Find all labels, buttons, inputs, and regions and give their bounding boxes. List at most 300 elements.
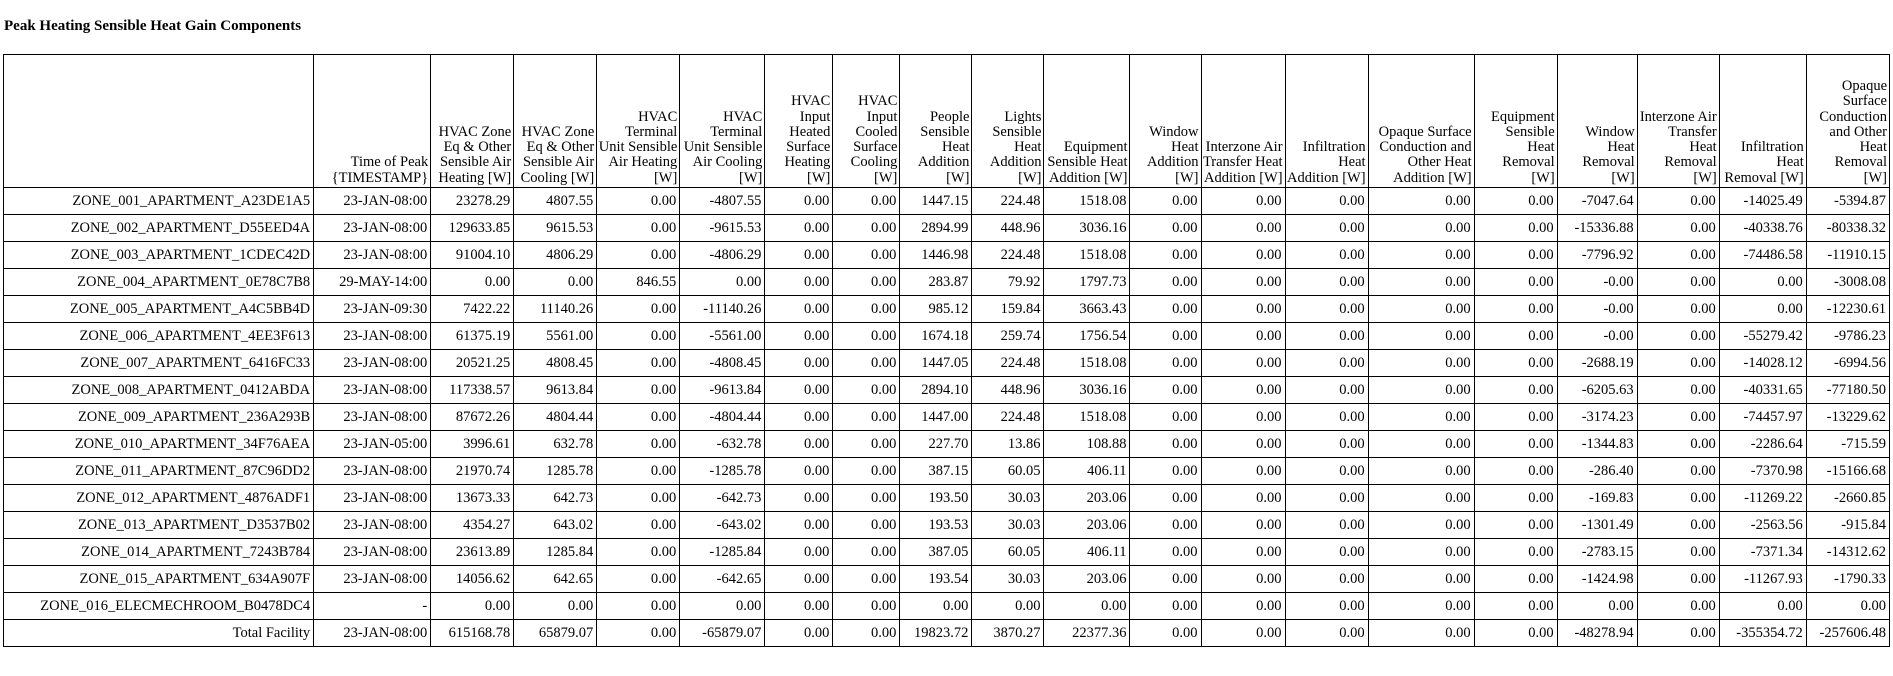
table-cell: 0.00: [1285, 377, 1368, 404]
table-cell: 23-JAN-09:30: [314, 296, 431, 323]
row-label: ZONE_010_APARTMENT_34F76AEA: [4, 431, 314, 458]
table-cell: 0.00: [1368, 215, 1474, 242]
table-cell: 0.00: [1201, 431, 1285, 458]
column-header: Window Heat Addition [W]: [1130, 55, 1201, 188]
table-cell: 23-JAN-08:00: [314, 485, 431, 512]
table-cell: 0.00: [1201, 620, 1285, 647]
table-cell: -915.84: [1806, 512, 1889, 539]
table-cell: 23-JAN-05:00: [314, 431, 431, 458]
table-cell: 0.00: [1368, 512, 1474, 539]
column-header: People Sensible Heat Addition [W]: [900, 55, 972, 188]
table-cell: -7047.64: [1557, 188, 1637, 215]
table-cell: 0.00: [1474, 458, 1557, 485]
table-cell: 3996.61: [431, 431, 514, 458]
table-cell: 23-JAN-08:00: [314, 512, 431, 539]
table-cell: 203.06: [1044, 485, 1130, 512]
table-cell: 0.00: [597, 458, 680, 485]
table-cell: 0.00: [1201, 242, 1285, 269]
row-label: ZONE_005_APARTMENT_A4C5BB4D: [4, 296, 314, 323]
table-cell: 387.15: [900, 458, 972, 485]
table-cell: -1790.33: [1806, 566, 1889, 593]
table-cell: -74457.97: [1719, 404, 1806, 431]
row-label: ZONE_003_APARTMENT_1CDEC42D: [4, 242, 314, 269]
table-cell: 0.00: [597, 512, 680, 539]
row-label: ZONE_013_APARTMENT_D3537B02: [4, 512, 314, 539]
table-cell: 0.00: [1130, 377, 1201, 404]
table-cell: 0.00: [1719, 269, 1806, 296]
table-cell: 0.00: [1637, 404, 1719, 431]
table-cell: 23-JAN-08:00: [314, 539, 431, 566]
table-cell: 283.87: [900, 269, 972, 296]
row-label: ZONE_006_APARTMENT_4EE3F613: [4, 323, 314, 350]
table-cell: 0.00: [597, 539, 680, 566]
table-cell: 0.00: [833, 242, 900, 269]
table-cell: 0.00: [1130, 323, 1201, 350]
table-cell: 0.00: [431, 269, 514, 296]
table-cell: 0.00: [1637, 620, 1719, 647]
table-cell: 0.00: [1637, 458, 1719, 485]
table-cell: 4354.27: [431, 512, 514, 539]
table-cell: 79.92: [972, 269, 1044, 296]
table-row: [4, 215, 1890, 242]
table-cell: 193.53: [900, 512, 972, 539]
table-row: [4, 566, 1890, 593]
table-cell: 0.00: [833, 377, 900, 404]
table-cell: -14028.12: [1719, 350, 1806, 377]
table-cell: -6205.63: [1557, 377, 1637, 404]
table-cell: 0.00: [597, 215, 680, 242]
table-cell: 0.00: [597, 188, 680, 215]
table-cell: -15336.88: [1557, 215, 1637, 242]
table-cell: 1285.78: [514, 458, 597, 485]
table-cell: 0.00: [765, 566, 833, 593]
table-cell: 0.00: [1474, 512, 1557, 539]
table-cell: 224.48: [972, 242, 1044, 269]
table-cell: 0.00: [1130, 188, 1201, 215]
table-cell: 4806.29: [514, 242, 597, 269]
column-header-zone: [4, 55, 314, 188]
column-header: Equipment Sensible Heat Removal [W]: [1474, 55, 1557, 188]
table-cell: 0.00: [1474, 242, 1557, 269]
table-cell: 2894.10: [900, 377, 972, 404]
column-header: HVAC Input Cooled Surface Cooling [W]: [833, 55, 900, 188]
table-cell: 0.00: [1474, 593, 1557, 620]
table-cell: 0.00: [1130, 404, 1201, 431]
table-cell: 0.00: [1637, 593, 1719, 620]
table-cell: -1424.98: [1557, 566, 1637, 593]
table-cell: 0.00: [765, 593, 833, 620]
table-row: [4, 593, 1890, 620]
table-cell: -2783.15: [1557, 539, 1637, 566]
table-cell: 0.00: [900, 593, 972, 620]
table-cell: 0.00: [597, 431, 680, 458]
table-cell: 193.54: [900, 566, 972, 593]
table-cell: 0.00: [833, 323, 900, 350]
table-cell: 3036.16: [1044, 215, 1130, 242]
table-body: [4, 188, 1890, 647]
table-cell: -6994.56: [1806, 350, 1889, 377]
table-cell: 23278.29: [431, 188, 514, 215]
table-cell: 387.05: [900, 539, 972, 566]
table-cell: 0.00: [1368, 350, 1474, 377]
table-cell: -9615.53: [680, 215, 765, 242]
table-cell: 0.00: [765, 620, 833, 647]
table-cell: 0.00: [972, 593, 1044, 620]
table-cell: 0.00: [765, 323, 833, 350]
table-cell: 642.65: [514, 566, 597, 593]
table-cell: -5561.00: [680, 323, 765, 350]
table-cell: 1447.00: [900, 404, 972, 431]
table-cell: 30.03: [972, 566, 1044, 593]
table-cell: 0.00: [1368, 485, 1474, 512]
table-cell: 4804.44: [514, 404, 597, 431]
table-cell: 91004.10: [431, 242, 514, 269]
table-cell: 0.00: [1368, 269, 1474, 296]
table-row: [4, 539, 1890, 566]
table-cell: -13229.62: [1806, 404, 1889, 431]
table-cell: 0.00: [1474, 404, 1557, 431]
row-label: Total Facility: [4, 620, 314, 647]
table-cell: 9615.53: [514, 215, 597, 242]
row-label: ZONE_014_APARTMENT_7243B784: [4, 539, 314, 566]
table-cell: -48278.94: [1557, 620, 1637, 647]
table-cell: -715.59: [1806, 431, 1889, 458]
table-cell: 0.00: [1285, 485, 1368, 512]
table-cell: 0.00: [1637, 323, 1719, 350]
table-cell: 0.00: [1368, 188, 1474, 215]
table-cell: 0.00: [1474, 431, 1557, 458]
table-cell: 224.48: [972, 350, 1044, 377]
table-cell: -15166.68: [1806, 458, 1889, 485]
table-cell: -65879.07: [680, 620, 765, 647]
table-cell: -14312.62: [1806, 539, 1889, 566]
table-cell: 985.12: [900, 296, 972, 323]
peak-heating-sensible-heat-gain-table: [3, 54, 1890, 647]
table-cell: 0.00: [1130, 350, 1201, 377]
table-cell: 65879.07: [514, 620, 597, 647]
table-cell: 1446.98: [900, 242, 972, 269]
table-cell: 1518.08: [1044, 242, 1130, 269]
row-label: ZONE_012_APARTMENT_4876ADF1: [4, 485, 314, 512]
table-cell: 0.00: [1368, 242, 1474, 269]
table-cell: 0.00: [1474, 485, 1557, 512]
table-cell: 0.00: [765, 269, 833, 296]
table-cell: 0.00: [1368, 296, 1474, 323]
table-cell: 0.00: [680, 593, 765, 620]
table-cell: -0.00: [1557, 323, 1637, 350]
table-cell: 0.00: [1474, 566, 1557, 593]
table-cell: 0.00: [1130, 215, 1201, 242]
table-row: [4, 485, 1890, 512]
table-cell: 1756.54: [1044, 323, 1130, 350]
table-cell: -1344.83: [1557, 431, 1637, 458]
table-cell: -3174.23: [1557, 404, 1637, 431]
table-cell: 0.00: [1130, 539, 1201, 566]
table-row: [4, 188, 1890, 215]
table-cell: 0.00: [1285, 323, 1368, 350]
table-cell: 0.00: [597, 485, 680, 512]
table-cell: 0.00: [1130, 296, 1201, 323]
table-cell: 448.96: [972, 215, 1044, 242]
table-cell: 0.00: [1474, 296, 1557, 323]
table-cell: 0.00: [597, 377, 680, 404]
table-cell: 0.00: [1474, 350, 1557, 377]
table-row: [4, 350, 1890, 377]
table-cell: 0.00: [765, 377, 833, 404]
column-header: Opaque Surface Conduction and Other Heat Addition [W]: [1368, 55, 1474, 188]
table-cell: 0.00: [1474, 539, 1557, 566]
table-cell: 0.00: [1130, 593, 1201, 620]
table-cell: -7371.34: [1719, 539, 1806, 566]
table-cell: -55279.42: [1719, 323, 1806, 350]
table-cell: 0.00: [1130, 242, 1201, 269]
table-cell: 13673.33: [431, 485, 514, 512]
row-label: ZONE_007_APARTMENT_6416FC33: [4, 350, 314, 377]
row-label: ZONE_016_ELECMECHROOM_B0478DC4: [4, 593, 314, 620]
table-cell: 0.00: [1474, 377, 1557, 404]
table-cell: 0.00: [1201, 458, 1285, 485]
table-cell: -4808.45: [680, 350, 765, 377]
table-cell: 0.00: [1285, 215, 1368, 242]
row-label: ZONE_004_APARTMENT_0E78C7B8: [4, 269, 314, 296]
table-cell: 0.00: [833, 404, 900, 431]
table-cell: -12230.61: [1806, 296, 1889, 323]
table-cell: -0.00: [1557, 296, 1637, 323]
table-cell: 23-JAN-08:00: [314, 620, 431, 647]
table-cell: 0.00: [597, 404, 680, 431]
row-label: ZONE_002_APARTMENT_D55EED4A: [4, 215, 314, 242]
table-cell: -355354.72: [1719, 620, 1806, 647]
table-cell: 1285.84: [514, 539, 597, 566]
table-cell: 23-JAN-08:00: [314, 350, 431, 377]
table-cell: 60.05: [972, 539, 1044, 566]
table-cell: 0.00: [1285, 404, 1368, 431]
table-row: [4, 269, 1890, 296]
table-cell: -1285.84: [680, 539, 765, 566]
table-cell: 0.00: [833, 296, 900, 323]
table-cell: 1447.15: [900, 188, 972, 215]
table-cell: 0.00: [765, 539, 833, 566]
table-cell: 0.00: [1637, 188, 1719, 215]
table-cell: 0.00: [1637, 215, 1719, 242]
table-cell: 0.00: [833, 188, 900, 215]
table-cell: 4807.55: [514, 188, 597, 215]
table-cell: 224.48: [972, 404, 1044, 431]
table-cell: 0.00: [765, 188, 833, 215]
table-cell: 22377.36: [1044, 620, 1130, 647]
table-cell: 0.00: [1201, 566, 1285, 593]
table-cell: 0.00: [514, 269, 597, 296]
table-cell: 0.00: [833, 512, 900, 539]
table-cell: 0.00: [1044, 593, 1130, 620]
table-cell: 0.00: [1285, 431, 1368, 458]
table-cell: 448.96: [972, 377, 1044, 404]
table-cell: 0.00: [1201, 539, 1285, 566]
table-cell: 60.05: [972, 458, 1044, 485]
table-cell: 23613.89: [431, 539, 514, 566]
table-cell: 0.00: [1201, 377, 1285, 404]
table-row: [4, 242, 1890, 269]
table-cell: 0.00: [1130, 512, 1201, 539]
table-cell: 0.00: [1719, 296, 1806, 323]
table-cell: 0.00: [597, 593, 680, 620]
table-cell: 846.55: [597, 269, 680, 296]
table-cell: 29-MAY-14:00: [314, 269, 431, 296]
table-cell: 0.00: [1285, 512, 1368, 539]
table-cell: -7796.92: [1557, 242, 1637, 269]
table-cell: 19823.72: [900, 620, 972, 647]
table-cell: 4808.45: [514, 350, 597, 377]
table-cell: 0.00: [1201, 512, 1285, 539]
column-header: HVAC Input Heated Surface Heating [W]: [765, 55, 833, 188]
table-cell: 0.00: [597, 323, 680, 350]
table-cell: 0.00: [765, 296, 833, 323]
table-cell: 193.50: [900, 485, 972, 512]
table-cell: -169.83: [1557, 485, 1637, 512]
table-cell: 0.00: [1201, 215, 1285, 242]
table-cell: -11267.93: [1719, 566, 1806, 593]
column-header: HVAC Terminal Unit Sensible Air Cooling [W]: [680, 55, 765, 188]
table-cell: -1301.49: [1557, 512, 1637, 539]
table-cell: 0.00: [833, 485, 900, 512]
table-cell: 0.00: [1201, 485, 1285, 512]
table-row: [4, 377, 1890, 404]
table-cell: 0.00: [1285, 593, 1368, 620]
column-header: Infiltration Heat Removal [W]: [1719, 55, 1806, 188]
table-row: [4, 296, 1890, 323]
table-cell: -9786.23: [1806, 323, 1889, 350]
column-header: Interzone Air Transfer Heat Addition [W]: [1201, 55, 1285, 188]
column-header: Window Heat Removal [W]: [1557, 55, 1637, 188]
table-cell: 0.00: [1557, 593, 1637, 620]
table-cell: 21970.74: [431, 458, 514, 485]
table-cell: -74486.58: [1719, 242, 1806, 269]
table-cell: 0.00: [765, 404, 833, 431]
table-cell: -642.73: [680, 485, 765, 512]
table-cell: 0.00: [1368, 323, 1474, 350]
table-cell: 0.00: [1637, 539, 1719, 566]
table-cell: -11140.26: [680, 296, 765, 323]
table-cell: 23-JAN-08:00: [314, 323, 431, 350]
table-cell: 0.00: [1368, 377, 1474, 404]
table-cell: 203.06: [1044, 566, 1130, 593]
table-cell: 224.48: [972, 188, 1044, 215]
table-cell: 0.00: [1201, 188, 1285, 215]
table-cell: 0.00: [1806, 593, 1889, 620]
table-cell: 0.00: [833, 593, 900, 620]
table-cell: 23-JAN-08:00: [314, 458, 431, 485]
table-cell: 632.78: [514, 431, 597, 458]
table-cell: 0.00: [765, 242, 833, 269]
column-header: Equipment Sensible Heat Addition [W]: [1044, 55, 1130, 188]
table-header-row: [4, 55, 1890, 188]
table-cell: 0.00: [597, 566, 680, 593]
table-cell: 0.00: [1368, 620, 1474, 647]
table-cell: -: [314, 593, 431, 620]
table-cell: 0.00: [833, 269, 900, 296]
table-cell: 0.00: [765, 215, 833, 242]
table-cell: 406.11: [1044, 458, 1130, 485]
row-label: ZONE_001_APARTMENT_A23DE1A5: [4, 188, 314, 215]
table-cell: 0.00: [1130, 269, 1201, 296]
table-cell: -2286.64: [1719, 431, 1806, 458]
column-header: Time of Peak {TIMESTAMP}: [314, 55, 431, 188]
table-cell: 0.00: [431, 593, 514, 620]
table-cell: 1447.05: [900, 350, 972, 377]
table-row: [4, 512, 1890, 539]
table-cell: 23-JAN-08:00: [314, 377, 431, 404]
table-cell: 0.00: [1474, 188, 1557, 215]
table-cell: -4807.55: [680, 188, 765, 215]
table-cell: -40338.76: [1719, 215, 1806, 242]
column-header: Opaque Surface Conduction and Other Heat Removal [W]: [1806, 55, 1889, 188]
table-cell: 3663.43: [1044, 296, 1130, 323]
table-cell: 0.00: [597, 620, 680, 647]
table-cell: -4806.29: [680, 242, 765, 269]
table-cell: 129633.85: [431, 215, 514, 242]
table-cell: 0.00: [1285, 242, 1368, 269]
row-label: ZONE_015_APARTMENT_634A907F: [4, 566, 314, 593]
table-cell: -643.02: [680, 512, 765, 539]
table-cell: -257606.48: [1806, 620, 1889, 647]
table-cell: 23-JAN-08:00: [314, 215, 431, 242]
table-cell: 0.00: [833, 350, 900, 377]
table-cell: 0.00: [680, 269, 765, 296]
table-cell: 0.00: [1130, 431, 1201, 458]
table-cell: 0.00: [1285, 296, 1368, 323]
table-cell: 7422.22: [431, 296, 514, 323]
column-header: Interzone Air Transfer Heat Removal [W]: [1637, 55, 1719, 188]
column-header: Infiltration Heat Addition [W]: [1285, 55, 1368, 188]
table-cell: 0.00: [1637, 512, 1719, 539]
table-cell: 0.00: [1285, 620, 1368, 647]
table-cell: 0.00: [1719, 593, 1806, 620]
table-cell: 0.00: [1368, 539, 1474, 566]
table-cell: -3008.08: [1806, 269, 1889, 296]
table-cell: 406.11: [1044, 539, 1130, 566]
total-row: [4, 620, 1890, 647]
row-label: ZONE_008_APARTMENT_0412ABDA: [4, 377, 314, 404]
report-title: Peak Heating Sensible Heat Gain Components: [4, 18, 302, 34]
table-cell: -2660.85: [1806, 485, 1889, 512]
table-cell: 0.00: [833, 539, 900, 566]
table-cell: 0.00: [1130, 620, 1201, 647]
table-cell: 0.00: [1201, 296, 1285, 323]
table-cell: 20521.25: [431, 350, 514, 377]
table-cell: 0.00: [833, 215, 900, 242]
table-cell: 0.00: [1637, 350, 1719, 377]
table-row: [4, 458, 1890, 485]
table-cell: 23-JAN-08:00: [314, 566, 431, 593]
table-cell: 0.00: [1637, 242, 1719, 269]
table-cell: 0.00: [1130, 458, 1201, 485]
table-cell: 0.00: [1474, 620, 1557, 647]
table-cell: 0.00: [1368, 566, 1474, 593]
table-cell: 9613.84: [514, 377, 597, 404]
table-cell: 87672.26: [431, 404, 514, 431]
table-cell: 0.00: [1130, 566, 1201, 593]
table-cell: 0.00: [1637, 485, 1719, 512]
table-cell: 0.00: [765, 485, 833, 512]
table-cell: 0.00: [1130, 485, 1201, 512]
table-cell: -7370.98: [1719, 458, 1806, 485]
table-cell: -9613.84: [680, 377, 765, 404]
table-row: [4, 404, 1890, 431]
column-header: HVAC Zone Eq & Other Sensible Air Cooling [W]: [514, 55, 597, 188]
table-cell: 23-JAN-08:00: [314, 188, 431, 215]
table-cell: 1518.08: [1044, 404, 1130, 431]
table-cell: 30.03: [972, 485, 1044, 512]
